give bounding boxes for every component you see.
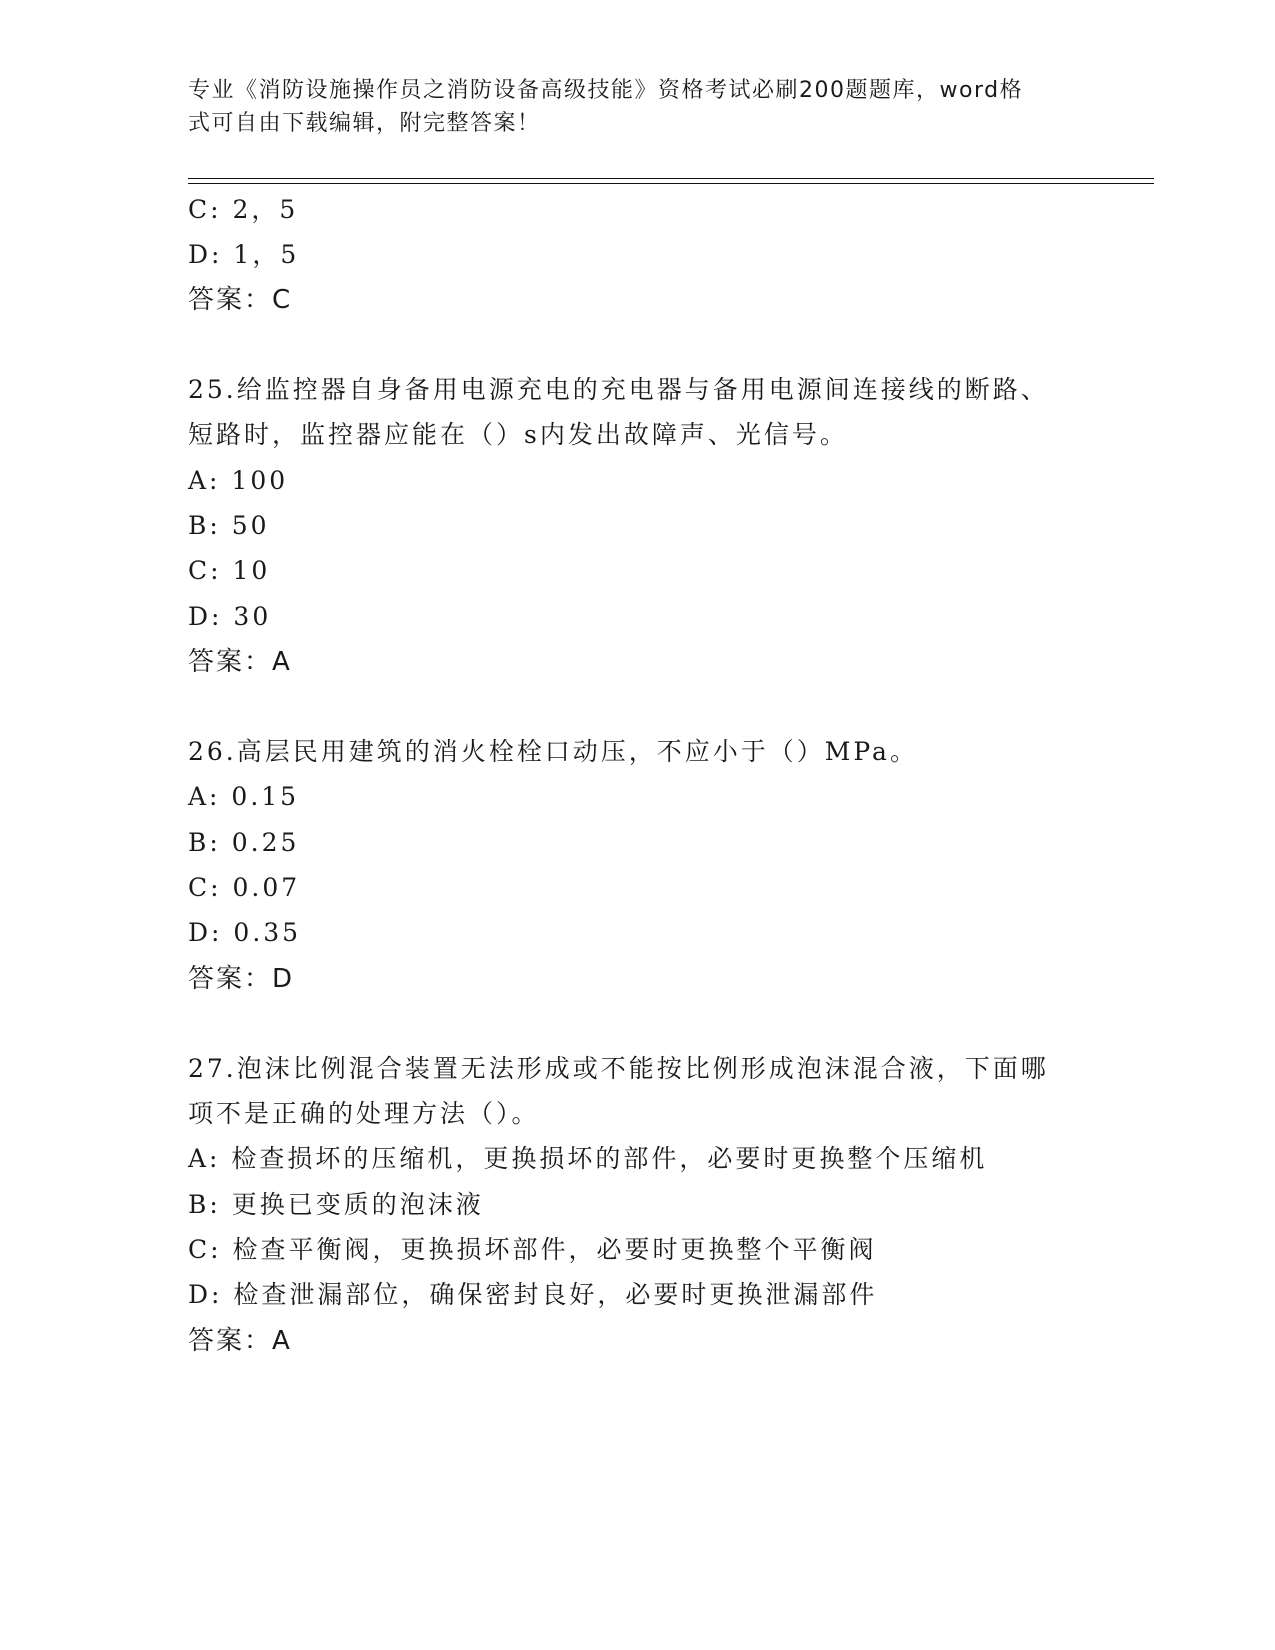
q24-answer: 答案：C (188, 285, 293, 315)
q25-option-c: C: 10 (188, 556, 271, 585)
q27-answer: 答案：A (188, 1326, 292, 1356)
q26-stem-line-1: 26.高层民用建筑的消火栓栓口动压，不应小于（）MPa。 (188, 737, 918, 766)
header-divider-top (188, 178, 1154, 179)
q25-option-b: B: 50 (188, 511, 270, 540)
q26-option-a: A: 0.15 (188, 782, 300, 811)
q25-stem-line-1: 25.给监控器自身备用电源充电的充电器与备用电源间连接线的断路、 (188, 375, 1049, 404)
q27-option-b: B: 更换已变质的泡沫液 (188, 1190, 484, 1219)
q27-stem-line-2: 项不是正确的处理方法（）。 (188, 1099, 540, 1128)
header-line-2: 式可自由下载编辑，附完整答案！ (188, 111, 541, 136)
header-line-1: 专业《消防设施操作员之消防设备高级技能》资格考试必刷200题题库，word格 (188, 78, 1024, 103)
q27-option-a: A: 检查损坏的压缩机，更换损坏的部件，必要时更换整个压缩机 (188, 1144, 988, 1173)
header-divider-bottom (188, 183, 1154, 184)
q25-answer: 答案：A (188, 647, 292, 677)
q26-answer: 答案：D (188, 964, 295, 994)
q25-option-a: A: 100 (188, 466, 289, 495)
q27-option-c: C: 检查平衡阀，更换损坏部件，必要时更换整个平衡阀 (188, 1235, 877, 1264)
q26-option-c: C: 0.07 (188, 873, 301, 902)
q25-stem-line-2: 短路时，监控器应能在（）s内发出故障声、光信号。 (188, 420, 848, 449)
document-header (188, 74, 1068, 140)
q24-option-c: C: 2，5 (188, 195, 299, 224)
q27-stem-line-1: 27.泡沫比例混合装置无法形成或不能按比例形成泡沫混合液，下面哪 (188, 1054, 1049, 1083)
q25-option-d: D: 30 (188, 602, 272, 631)
q27-option-d: D: 检查泄漏部位，确保密封良好，必要时更换泄漏部件 (188, 1280, 878, 1309)
q24-option-d: D: 1，5 (188, 240, 300, 269)
q26-option-d: D: 0.35 (188, 918, 302, 947)
q26-option-b: B: 0.25 (188, 828, 300, 857)
